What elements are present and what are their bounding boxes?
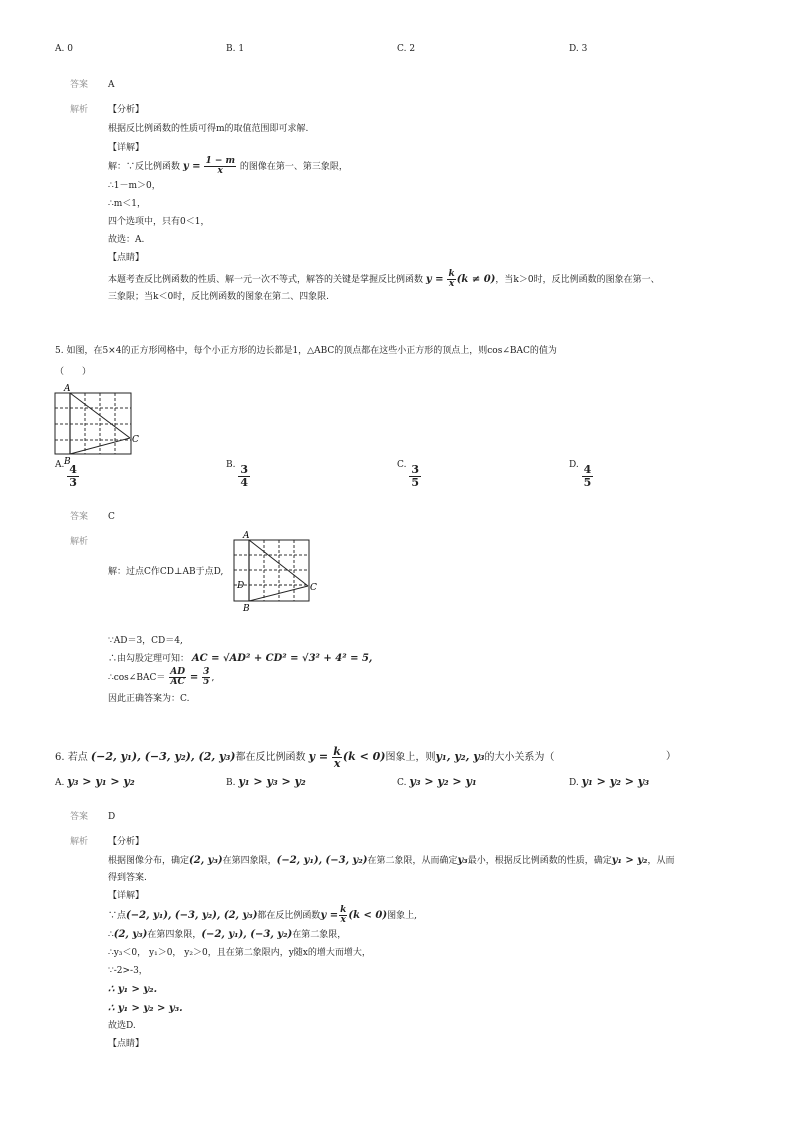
q6-option-d[interactable]: D. y₁ > y₂ > y₃ <box>569 775 650 788</box>
q6-stem-close: ） <box>666 751 676 762</box>
q4-solution-line4: 四个选项中，只有0＜1， <box>108 217 210 227</box>
q4-comment-header: 【点睛】 <box>108 253 145 263</box>
q5-solution-line2: ∴由勾股定理可知： AC = √AD² + CD² = √3² + 4² = 5, <box>108 653 373 664</box>
q5-sol-label-b: B <box>243 604 250 614</box>
q5-answer: C <box>108 512 115 522</box>
q5-label-a: A <box>64 384 71 394</box>
q5-solution-line3: ∴cos∠BAC＝ $\frac{AD}{AC}$ = $\frac{3}{5}$ , <box>108 667 215 687</box>
q4-comment-line2: 三象限；当k＜0时，反比例函数的图象在第二、四象限. <box>108 292 330 302</box>
q6-analysis-line2: 得到答案. <box>108 873 147 883</box>
q5-option-c[interactable]: C. $\frac{3}{5}$ <box>397 460 419 489</box>
q6-option-a[interactable]: A. y₃ > y₁ > y₂ <box>55 775 135 788</box>
q4-solution-line3: ∴m＜1， <box>108 199 146 209</box>
q6-detail-line5: ∴ y₁ > y₂. <box>108 984 158 995</box>
q6-answer: D <box>108 812 116 822</box>
q4-solution-line2: ∴1－m＞0， <box>108 181 161 191</box>
q4-analysis-header: 【分析】 <box>108 105 145 115</box>
q6-analysis-header: 【分析】 <box>108 837 145 847</box>
q4-option-a[interactable]: A. 0 <box>55 44 73 54</box>
q5-solution-line4: 因此正确答案为：C. <box>108 694 190 704</box>
q4-option-b[interactable]: B. 1 <box>226 44 245 54</box>
q5-option-d[interactable]: D. $\frac{4}{5}$ <box>569 460 592 489</box>
q4-solution-line1: 解：∵反比例函数 y = $\frac{1 - m}{x}$ 的图像在第一、第三象限， <box>108 156 348 176</box>
q5-figure <box>50 382 145 466</box>
q5-analysis-label: 解析 <box>70 537 89 547</box>
q6-analysis-label: 解析 <box>70 837 89 847</box>
q6-detail-line1: ∵点(−2, y₁), (−3, y₂), (2, y₃)都在反比例函数y = $\frac{k}{x}$ (k < 0)图象上, <box>108 905 417 925</box>
q6-option-c[interactable]: C. y₃ > y₂ > y₁ <box>397 775 477 788</box>
q5-sol-label-a: A <box>243 531 250 541</box>
q6-detail-line4: ∵-2>-3， <box>108 966 148 976</box>
q6-stem: 6. 若点 (−2, y₁), (−3, y₂), (2, y₃)都在反比例函数 y = $\frac{k}{x}$ (k < 0)图象上，则y₁, y₂, y₃的大小关系为（ <box>55 745 555 770</box>
q5-solution-line1: ∵AD＝3，CD＝4, <box>108 636 183 646</box>
q5-sol-label-c: C <box>310 583 317 593</box>
q5-solution-figure <box>228 528 323 614</box>
q4-option-c[interactable]: C. 2 <box>397 44 416 54</box>
q6-option-b[interactable]: B. y₁ > y₃ > y₂ <box>226 775 306 788</box>
q4-answer: A <box>108 80 115 90</box>
q6-detail-line2: ∴(2, y₃)在第四象限，(−2, y₁), (−3, y₂)在第二象限， <box>108 929 347 940</box>
q6-answer-label: 答案 <box>70 812 89 822</box>
q5-sol-label-d: D <box>237 581 245 591</box>
q4-option-d[interactable]: D. 3 <box>569 44 588 54</box>
q4-detail-header: 【详解】 <box>108 143 145 153</box>
q5-stem: 5. 如图，在5×4的正方形网格中，每个小正方形的边长都是1，△ABC的顶点都在这些小正方形的顶点上，则cos∠BAC的值为 <box>55 346 557 356</box>
q5-option-a[interactable]: A. $\frac{4}{3}$ <box>55 460 77 489</box>
q5-answer-label: 答案 <box>70 512 89 522</box>
q4-analysis-text: 根据反比例函数的性质可得m的取值范围即可求解. <box>108 124 309 134</box>
q6-detail-line6: ∴ y₁ > y₂ > y₃. <box>108 1003 183 1014</box>
q4-solution-line5: 故选：A. <box>108 235 145 245</box>
q4-analysis-label: 解析 <box>70 105 89 115</box>
q5-solution-intro: 解：过点C作CD⊥AB于点D, <box>108 567 224 577</box>
q5-paren: （ ） <box>55 367 92 377</box>
q5-label-c: C <box>132 435 139 445</box>
q4-answer-label: 答案 <box>70 80 89 90</box>
q6-analysis-line1: 根据图像分布，确定(2, y₃)在第四象限，(−2, y₁), (−3, y₂)在第二象限，从而确定y₃最小，根据反比例函数的性质，确定y₁ > y₂，从而 <box>108 855 675 866</box>
q6-detail-line3: ∴y₃＜0， y₁＞0， y₂＞0，且在第二象限内，y随x的增大而增大， <box>108 948 371 958</box>
q6-detail-line7: 故选D. <box>108 1021 136 1031</box>
q5-label-b: B <box>64 457 71 466</box>
q4-comment-line1: 本题考查反比例函数的性质、解一元一次不等式，解答的关键是掌握反比例函数 y = $\frac{k}{x}$ (k ≠ 0)，当k＞0时，反比例函数的图象在第一、 <box>108 269 660 289</box>
q5-option-b[interactable]: B. $\frac{3}{4}$ <box>226 460 249 489</box>
q6-comment-header: 【点睛】 <box>108 1039 145 1049</box>
q6-detail-header: 【详解】 <box>108 891 145 901</box>
